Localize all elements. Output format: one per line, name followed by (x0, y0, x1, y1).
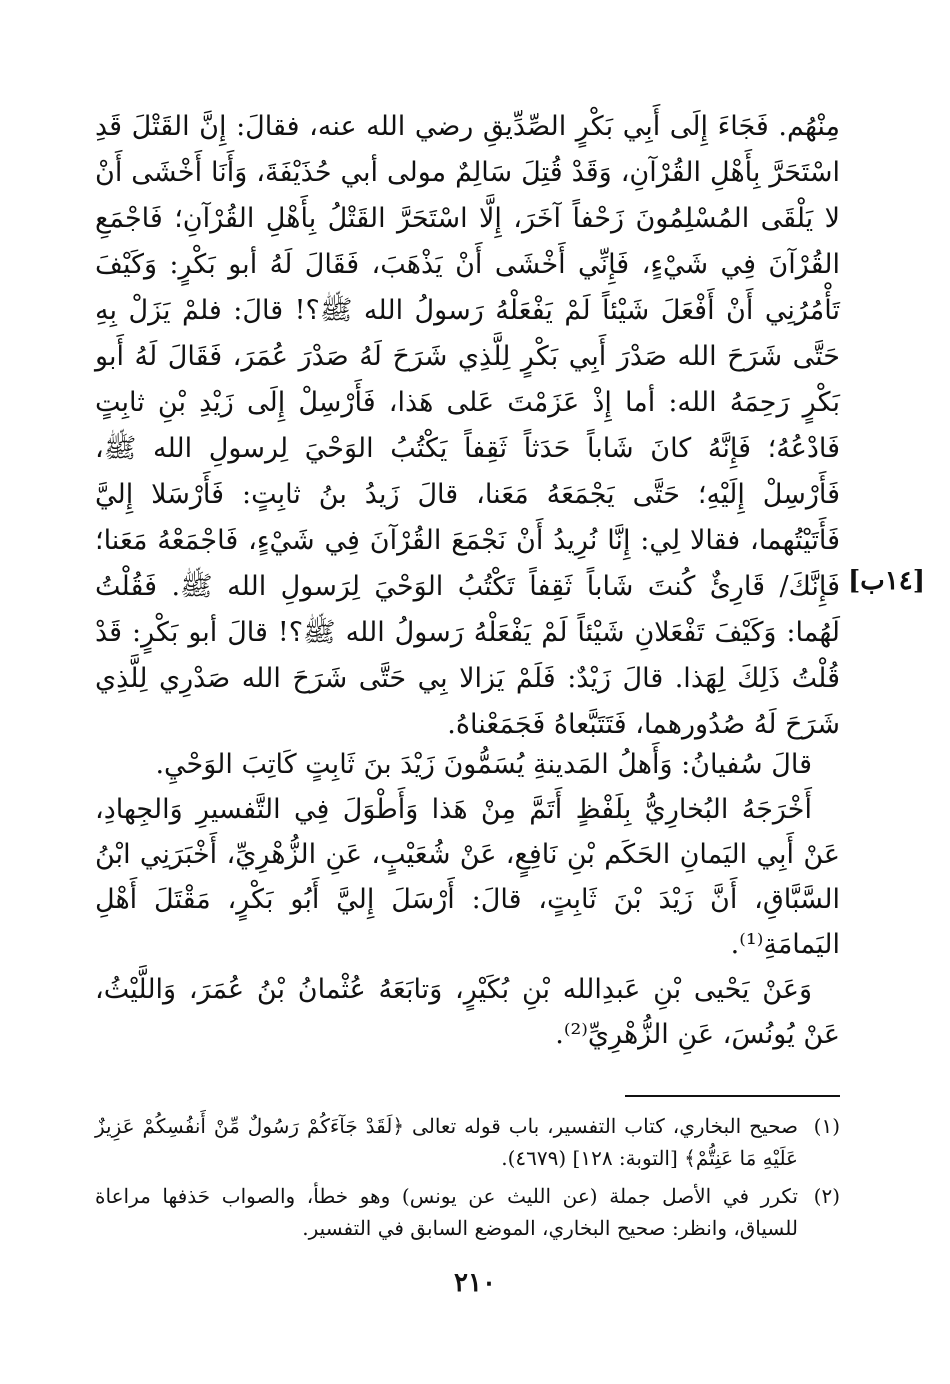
main-text-block (95, 104, 840, 748)
footnote-number: (١) (813, 1114, 840, 1138)
commentary-block (95, 742, 840, 1057)
footnotes-section (95, 1110, 840, 1250)
commentary-paragraph-1: قالَ سُفيانُ: وَأَهلُ المَدينةِ يُسَمُّونَ زَيْدَ بنَ ثَابِتٍ كَاتِبَ الوَحْيِ. (155, 749, 812, 780)
main-paragraph: مِنْهُم. فَجَاءَ إِلَى أَبِي بَكْرٍ الصِّدِّيقِ رضي الله عنه، فقالَ: إِنَّ القَتْلَ قَدِ اسْتَحَرَّ بِأَهْلِ القُرْآنِ، وَقَدْ قُتِلَ سَالِمٌ مولى أبي حُذَيْفَةَ، وَأَنَا أَخْشَى أَنْ لا يَلْقَى المُسْلِمُونَ زَحْفاً آخَرَ، إِلَّا اسْتَحَرَّ القَتْلُ بِأَهْلِ القُرْآنِ؛ فَاجْمَعِ القُرْآنَ فِي شَيْءٍ، فَإِنِّي أَخْشَى أَنْ يَذْهَبَ، فَقَالَ لَهُ أبو بَكْرٍ: وَكَيْفَ تَأْمُرُنِي أَنْ أَفْعَلَ شَيْئاً لَمْ يَفْعَلْهُ رَسولُ الله ﷺ؟! قالَ: فلمْ يَزَلْ بِهِ حَتَّى شَرَحَ الله صَدْرَ أَبِي بَكْرٍ لِلَّذِي شَرَحَ لَهُ صَدْرَ عُمَرَ، فَقَالَ لَهُ أَبو بَكْرٍ رَحِمَهُ الله: أما إِذْ عَزَمْتَ عَلى هَذا، فَأَرْسِلْ إِلَى زَيْدِ بْنِ ثابِتٍ فَادْعُهُ؛ فَإِنَّهُ كانَ شَاباً حَدَثاً ثَقِفاً يَكْتُبُ الوَحْيَ لِرسولِ الله ﷺ، فَأَرْسِلْ إِلَيْهِ؛ حَتَّى يَجْمَعَهُ مَعَنا، قالَ زَيدُ بنُ ثابِتٍ: فَأَرْسَلا إِليَّ فَأَتَيْتُهما، فقالا لِي: إِنَّا نُرِيدُ أَنْ نَجْمَعَ القُرْآنَ فِي شَيْءٍ، فَاجْمَعْهُ مَعَنا؛ فَإِنَّكَ/ قَارِئٌ كُنتَ شَاباً ثَقِفاً تَكْتُبُ الوَحْيَ لِرَسولِ الله ﷺ. فَقُلْتُ لَهُما: وَكَيْفَ تَفْعَلانِ شَيْئاً لَمْ يَفْعَلْهُ رَسولُ الله ﷺ؟! قالَ أبو بَكْرٍ: قَدْ قُلْتُ ذَلِكَ لِهَذا. قالَ زَيْدٌ: فَلَمْ يَزالا بِي حَتَّى شَرَحَ الله صَدْرِي لِلَّذِي شَرَحَ لَهُ صُدُورهما، فَتَتَبَّعاهُ فَجَمَعْناهُ. (95, 111, 840, 740)
commentary-paragraph-3: وَعَنْ يَحْيى بْنِ عَبدِالله بْنِ بُكَيْرٍ، وَتابَعَهُ عُثْمانُ بْنُ عُمَرَ، وَاللَّيْثُ، عَنْ يُونُسَ، عَنِ الزُّهْرِيِّ⁽²⁾. (95, 974, 840, 1050)
footnote-number: (٢) (813, 1184, 840, 1208)
commentary-paragraph-2: أَخْرَجَهُ البُخارِيُّ بِلَفْظٍ أَتَمَّ مِنْ هَذا وَأَطْوَلَ فِي التَّفسيرِ وَالجِهادِ، عَنْ أَبِي اليَمانِ الحَكَم بْنِ نَافِعٍ، عَنْ شُعَيْبٍ، عَنِ الزُّهْرِيِّ، أَخْبَرَنِي ابْنُ السَّبَّاقِ، أَنَّ زَيْدَ بْنَ ثَابِتٍ، قالَ: أَرْسَلَ إِليَّ أَبُو بَكْرٍ، مَقْتَلَ أَهْلِ اليَمامَةِ⁽¹⁾. (95, 794, 840, 960)
footnote-text: صحيح البخاري، كتاب التفسير، باب قوله تعالى ﴿لَقَدْ جَآءَكُمْ رَسُولٌ مِّنْ أَنفُسِكُمْ عَزِيزٌ عَلَيْهِ مَا عَنِتُّمْ﴾ [التوبة: ١٢٨] (٤٦٧٩). (95, 1114, 798, 1170)
page-number: ٢١٠ (454, 1268, 496, 1298)
manuscript-folio-marker: [١٤ب] (848, 566, 926, 596)
footnote-text: تكرر في الأصل جملة (عن الليث عن يونس) وهو خطأ، والصواب حَذفها مراعاة للسياق، وانظر: صحيح البخاري، الموضع السابق في التفسير. (95, 1184, 798, 1240)
footnote-1 (95, 1110, 840, 1174)
footnote-separator (625, 1095, 840, 1097)
footnote-2 (95, 1180, 840, 1244)
